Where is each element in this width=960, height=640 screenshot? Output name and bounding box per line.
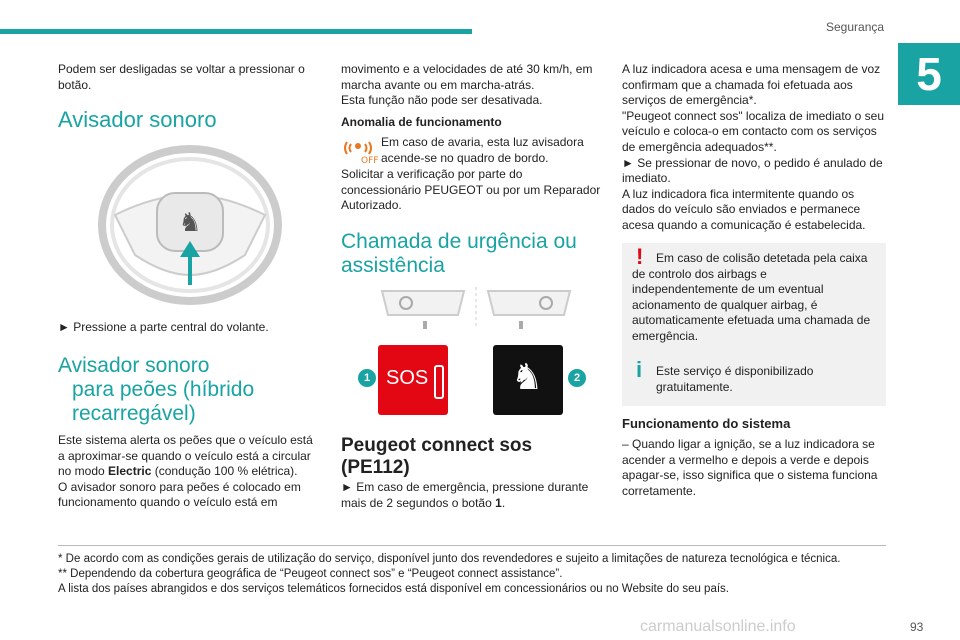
info-icon: i (636, 357, 643, 382)
intro-text: Podem ser desligadas se voltar a pressionar o botão. (58, 62, 305, 92)
anomaly-text-2: Solicitar a verificação por parte do concessionário PEUGEOT ou por um Reparador Autorizado. (341, 167, 601, 213)
sos-button-label: SOS (386, 367, 429, 389)
pedestrian-horn-off-warning-icon (341, 138, 379, 166)
footnote-1: * De acordo com as condições gerais de utilização do serviço, disponível junto dos revendedores e sujeito a limitações de natureza tecnológica e técnica. (58, 553, 841, 565)
warning-box: ! Em caso de colisão detetada pela caixa de controlo dos airbags e independentemente de um eventual acionamento de qualquer airbag, é automaticamente efetuada uma chamada de emergência. (622, 243, 886, 357)
anomaly-text: Em caso de avaria, esta luz avisadora acende-se no quadro de bordo. (381, 135, 584, 165)
peugeot-lion-icon: ♞ (511, 357, 544, 398)
header-accent-bar (0, 29, 472, 34)
svg-text:♞: ♞ (178, 208, 202, 238)
wheel-caption: ► Pressione a parte central do volante. (58, 320, 269, 334)
column-1 (58, 62, 320, 93)
footnote-3: A lista dos países abrangidos e dos serviços telemáticos fornecidos está disponível em concessionários ou no Website do seu país. (58, 583, 729, 595)
column-2-top: movimento e a velocidades de até 30 km/h, em marcha avante ou em marcha-atrás. Esta função não pode ser desativada. Anomalia de funcionamento (341, 62, 593, 129)
heading-peugeot-connect-sos: Peugeot connect sos (PE112) (341, 435, 533, 478)
pedestrian-horn-text: Este sistema alerta os peões que o veículo está a aproximar-se quando o veículo está a circular no modo Electric (condução 100 % elétrica). O avisador sonoro para peões é colocado em funcionamento quando o veículo está em (58, 433, 313, 510)
off-icon-label: OFF (361, 156, 379, 166)
callout-1: 1 (358, 369, 376, 387)
footnotes (58, 545, 886, 597)
info-box: i Este serviço é disponibilizado gratuitamente. (622, 356, 886, 406)
exclamation-warning-icon: ! (636, 244, 644, 269)
connect-sos-text: ► Em caso de emergência, pressione durante mais de 2 segundos o botão 1. (341, 480, 589, 510)
sos-button[interactable] (378, 345, 448, 415)
section-title: Segurança (826, 20, 885, 34)
watermark: carmanualsonline.info (640, 618, 796, 635)
heading-system-operation: Funcionamento do sistema (622, 416, 791, 431)
rearview-mirror-illustration (378, 285, 578, 331)
assistance-button[interactable] (493, 345, 563, 415)
steering-wheel-illustration (95, 145, 285, 305)
page-number: 93 (910, 620, 924, 634)
heading-horn: Avisador sonoro (58, 107, 217, 132)
footnote-2: ** Dependendo da cobertura geográfica de “Peugeot connect sos” e “Peugeot connect assistance”. (58, 568, 563, 580)
sos-indicator-light (434, 365, 444, 399)
heading-emergency-call: Chamada de urgência ou assistência (341, 230, 577, 277)
column-3-text: A luz indicadora acesa e uma mensagem de voz confirmam que a chamada foi efetuada aos serviços de emergência*. "Peugeot connect sos" localiza de imediato o seu veículo e coloca-o em contacto com os serviços de emergência adequados**. ► Se pressionar de novo, o pedido é anulado de imediato. A luz indicadora fica intermitente quando os dados do veículo são enviados e permanece acesa quando a comunicação é estabelecida. (622, 62, 885, 232)
system-operation-text: – Quando ligar a ignição, se a luz indicadora se acender a vermelho e depois a verde e depois apagar-se, isso significa que o sistema funciona corretamente. (622, 437, 878, 498)
chapter-number-tab: 5 (898, 43, 960, 105)
callout-2: 2 (568, 369, 586, 387)
heading-pedestrian-horn: Avisador sonoro para peões (híbrido recarregável) (58, 354, 255, 425)
